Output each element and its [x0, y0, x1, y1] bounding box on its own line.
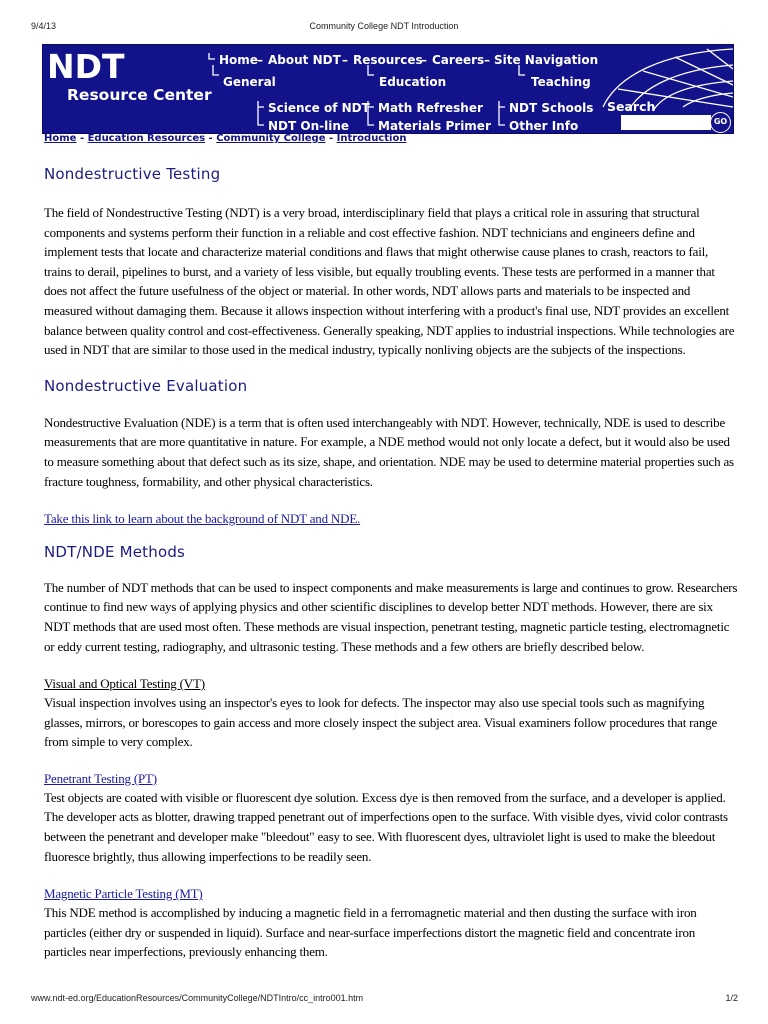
nav-dash: – — [421, 53, 427, 67]
search-input[interactable] — [621, 115, 711, 130]
nav-science-of-ndt[interactable]: Science of NDT — [268, 101, 370, 115]
print-title: Community College NDT Introduction — [309, 21, 459, 31]
nav-connector-teaching-sub — [499, 101, 505, 125]
breadcrumb-home[interactable]: Home — [44, 133, 77, 144]
nav-other-info[interactable]: Other Info — [509, 119, 579, 133]
paragraph-nde: Nondestructive Evaluation (NDE) is a term that is often used interchangeably with NDT. However, technically, NDE is used to describe measurements that are more quantitative in nature. For example, a NDE method would not only locate a defect, but it would also be used to measure something about that defect such as its size, shape, and orientation. NDE may be used to determine material properties such as fracture toughness, formability, and other physical characteristics. — [44, 414, 734, 489]
nav-dash: – — [484, 53, 490, 67]
go-button[interactable]: GO — [710, 112, 731, 133]
nav-category-general: General — [223, 75, 276, 89]
nav-category-teaching: Teaching — [531, 75, 591, 89]
breadcrumb — [44, 133, 406, 144]
paragraph-magnetic-particle-testing: This NDE method is accomplished by inducing a magnetic field in a ferromagnetic material and then dusting the surface with iron particles (either dry or suspended in liquid). Surface and near-surface imperfections distort the magnetic field and concentrate iron particles near imperfections, previously enhancing them. — [44, 905, 697, 960]
link-penetrant-testing[interactable]: Penetrant Testing (PT) — [44, 770, 157, 786]
breadcrumb-separator: - — [328, 133, 334, 144]
nav-math-refresher[interactable]: Math Refresher — [378, 101, 483, 115]
print-footer — [0, 990, 768, 1024]
breadcrumb-separator: - — [208, 133, 213, 144]
breadcrumb-introduction[interactable]: Introduction — [336, 133, 407, 144]
ndt-logo[interactable] — [43, 45, 215, 134]
background-link[interactable]: Take this link to learn about the background of NDT and NDE. — [44, 511, 361, 527]
nav-connector-general-sub — [258, 101, 264, 125]
site-banner — [42, 44, 734, 134]
nav-materials-primer[interactable]: Materials Primer — [378, 119, 491, 133]
print-header — [0, 0, 768, 40]
main-content — [44, 158, 738, 962]
print-page-number: 1/2 — [725, 993, 738, 1003]
nav-ndt-online[interactable]: NDT On-line — [268, 119, 349, 133]
search-label: Search — [607, 99, 656, 114]
paragraph-ndt: The field of Nondestructive Testing (NDT) is a very broad, interdisciplinary field that plays a critical role in assuring that structural components and systems perform their function in a reliable and cost effective fashion. NDT technicians and engineers define and implement tests that locate and characterize material conditions and flaws that might otherwise cause planes to crash, reactors to fail, trains to derail, pipelines to burst, and a variety of less visible, but equally troubling events. These tests are performed in a manner that does not affect the future usefulness of the object or material. In other words, NDT allows parts and materials to be inspected and measured without damaging them. Because it allows inspection without interfering with a product's final use, NDT provides an excellent balance between quality control and cost-effectiveness. Generally speaking, NDT applies to industrial inspections. While technologies are used in NDT that are similar to those used in the medical industry, typically nonliving objects are the subjects of the inspections. — [44, 205, 735, 358]
nav-resources[interactable]: Resources — [353, 53, 423, 67]
logo-title: NDT — [47, 47, 125, 86]
breadcrumb-education-resources[interactable]: Education Resources — [87, 133, 206, 144]
nav-about-ndt[interactable]: About NDT — [268, 53, 341, 67]
link-magnetic-particle-testing[interactable]: Magnetic Particle Testing (MT) — [44, 886, 203, 902]
nav-ndt-schools[interactable]: NDT Schools — [509, 101, 594, 115]
nav-site-navigation[interactable]: Site Navigation — [494, 53, 599, 67]
nav-careers[interactable]: Careers — [432, 53, 485, 67]
logo-subtitle: Resource Center — [67, 86, 212, 104]
subheading-visual-testing: Visual and Optical Testing (VT) — [44, 676, 205, 692]
breadcrumb-separator: - — [79, 133, 85, 144]
nav-dash: – — [342, 53, 348, 67]
heading-nondestructive-testing: Nondestructive Testing — [44, 165, 221, 183]
nav-category-education: Education — [379, 75, 447, 89]
paragraph-methods: The number of NDT methods that can be used to inspect components and make measurements is large and continues to grow. Researchers continue to find new ways of applying physics and other scientific disciplines to develop better NDT methods. However, there are six NDT methods that are used most often. These methods are visual inspection, penetrant testing, magnetic particle testing, electromagnetic or eddy current testing, radiography, and ultrasonic testing. These methods and a few others are briefly described below. — [44, 579, 738, 654]
nav-home[interactable]: Home — [219, 53, 258, 67]
paragraph-penetrant-testing: Test objects are coated with visible or fluorescent dye solution. Excess dye is then removed from the surface, and a developer is applied. The developer acts as blotter, drawing trapped penetrant out of imperfections open to the surface. With visible dyes, vivid color contrasts between the penetrant and developer make "bleedout" easy to see. With fluorescent dyes, ultraviolet light is used to make the bleedout fluoresce brightly, thus allowing imperfections to be readily seen. — [44, 789, 728, 864]
heading-ndt-nde-methods: NDT/NDE Methods — [44, 542, 186, 561]
breadcrumb-community-college[interactable]: Community College — [216, 133, 326, 144]
heading-nondestructive-evaluation: Nondestructive Evaluation — [44, 376, 248, 395]
print-date: 9/4/13 — [31, 21, 57, 31]
nav-dash: – — [257, 53, 263, 67]
paragraph-visual-testing: Visual inspection involves using an inspector's eyes to look for defects. The inspector may also use special tools such as magnifying glasses, mirrors, or borescopes to gain access and more closely inspect the subject area. Visual examiners follow procedures that range from simple to very complex. — [44, 695, 718, 750]
print-url: www.ndt-ed.org/EducationResources/CommunityCollege/NDTIntro/cc_intro001.htm — [31, 993, 364, 1003]
